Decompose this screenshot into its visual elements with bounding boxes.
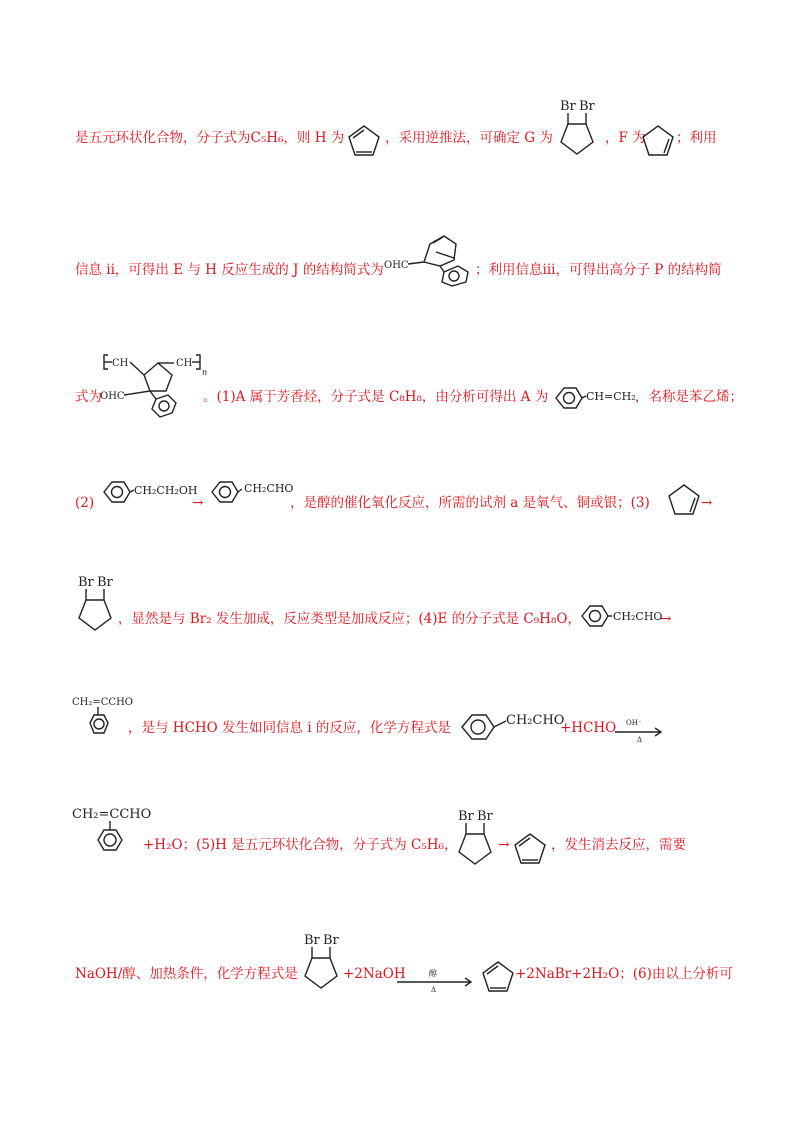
dibromocyclopentane-structure	[70, 572, 122, 638]
polymer-p-structure	[100, 345, 210, 420]
cyclopentadiene-structure	[478, 958, 518, 998]
svg-text:CH₂CH₂OH: CH₂CH₂OH	[134, 484, 198, 497]
text-line4-c: ，是醇的催化氧化反应，所需的试剂 a 是氧气、铜或银；(3)	[290, 495, 650, 511]
text-line8-c: +2NaBr+2H₂O；(6)由以上分析可	[515, 966, 733, 982]
phenylacetaldehyde-structure	[458, 707, 565, 749]
dibromocyclopentane-structure	[296, 930, 348, 996]
svg-text:CH₂CHO: CH₂CHO	[244, 482, 294, 495]
text-line2-a: 信息 ii，可得出 E 与 H 反应生成的 J 的结构简式为	[75, 262, 384, 278]
text-line4-b: →	[192, 495, 204, 511]
cyclopentene-structure	[664, 481, 704, 521]
phenylacetaldehyde-structure	[578, 600, 664, 636]
svg-text:CH: CH	[176, 358, 193, 369]
svg-text:Br: Br	[560, 99, 576, 114]
svg-text:Br: Br	[78, 575, 94, 590]
svg-text:n: n	[202, 368, 208, 377]
text-line3-c: ，名称是苯乙烯；	[635, 389, 743, 405]
text-line8-b: +2NaOH	[343, 966, 406, 982]
svg-text:Δ: Δ	[431, 986, 437, 994]
text-line6-b: +HCHO	[560, 720, 617, 736]
svg-text:醇: 醇	[429, 969, 437, 978]
text-line1-c: ，F 为	[605, 130, 646, 146]
text-line3-a: 式为	[75, 389, 102, 405]
reaction-arrow-base	[613, 718, 665, 744]
alpha-phenylacrolein-structure	[72, 693, 134, 743]
svg-text:Δ: Δ	[637, 736, 643, 744]
alpha-phenylacrolein-structure	[72, 802, 154, 868]
text-line4-a: (2)	[75, 495, 95, 511]
svg-text:CH=CH₂: CH=CH₂	[586, 390, 636, 403]
phenylethanol-structure	[100, 476, 200, 512]
text-line5-b: →	[660, 611, 672, 627]
svg-text:CH: CH	[112, 358, 129, 369]
svg-text:CH₂=CCHO: CH₂=CCHO	[72, 807, 152, 822]
text-line6-a: ，是与 HCHO 发生如同信息 i 的反应，化学方程式是	[128, 720, 451, 736]
svg-text:Br: Br	[304, 933, 320, 948]
svg-text:OHC: OHC	[100, 391, 125, 402]
text-line5-a: ，显然是与 Br₂ 发生加成，反应类型是加成反应；(4)E 的分子式是 C₉H₈O，	[118, 611, 581, 627]
text-line7-a: +H₂O；(5)H 是五元环状化合物，分子式为 C₅H₆，	[143, 837, 458, 853]
svg-text:Br: Br	[97, 575, 113, 590]
text-line8-a: NaOH/醇、加热条件，化学方程式是	[75, 966, 298, 982]
cyclopentadiene-structure	[344, 122, 384, 162]
svg-text:CH₂CHO: CH₂CHO	[613, 610, 663, 623]
cyclopentene-structure	[638, 122, 678, 162]
styrene-structure	[552, 382, 634, 418]
svg-text:Br: Br	[323, 933, 339, 948]
text-line1-a: 是五元环状化合物，分子式为C₅H₆，则 H 为	[75, 130, 345, 146]
svg-text:Br: Br	[579, 99, 595, 114]
reaction-arrow-alcohol-heat	[395, 966, 475, 994]
j-bicyclic-aldehyde-structure	[384, 222, 470, 284]
text-line3-b: 。(1)A 属于芳香烃，分子式是 C₈H₈，由分析可得出 A 为	[203, 389, 549, 405]
cyclopentadiene-structure	[510, 830, 550, 870]
svg-text:Br: Br	[477, 809, 493, 824]
text-line7-b: →	[498, 837, 510, 853]
dibromocyclopentane-structure	[552, 96, 604, 162]
dibromocyclopentane-structure	[450, 806, 502, 872]
text-line7-c: ，发生消去反应，需要	[551, 837, 686, 853]
text-line1-d: ；利用	[676, 130, 717, 146]
phenylacetaldehyde-structure	[208, 476, 298, 512]
svg-text:CH₂CHO: CH₂CHO	[506, 713, 565, 728]
svg-text:Br: Br	[458, 809, 474, 824]
svg-text:CH₂=CCHO: CH₂=CCHO	[72, 697, 133, 708]
text-line1-b: ，采用逆推法，可确定 G 为	[385, 130, 553, 146]
text-line2-b: ；利用信息iii，可得出高分子 P 的结构简	[475, 262, 722, 278]
text-line4-d: →	[701, 495, 713, 511]
svg-text:OHC: OHC	[384, 260, 409, 271]
svg-text:OH⁻: OH⁻	[626, 719, 642, 727]
